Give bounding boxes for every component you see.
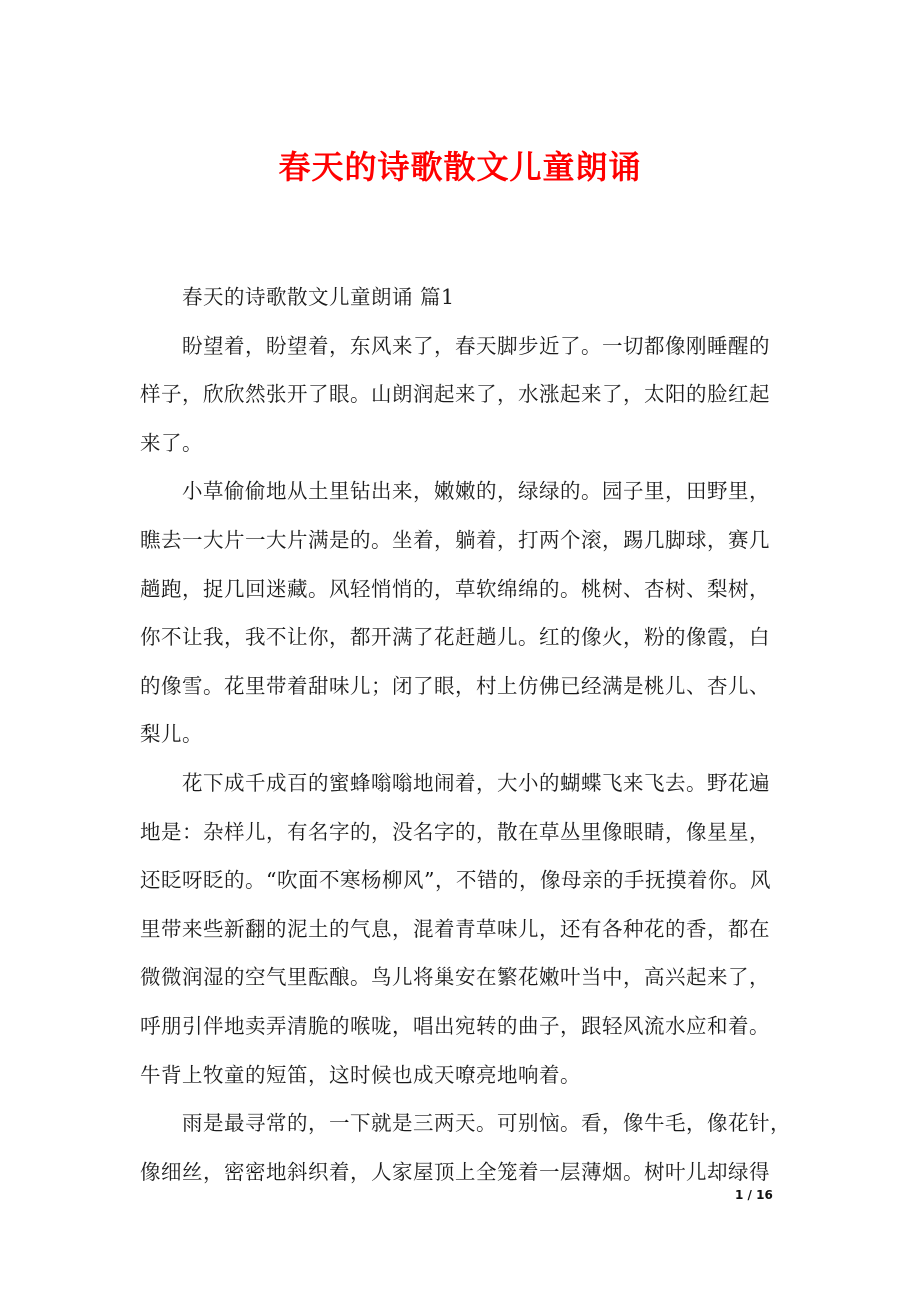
paragraph-line: 的像雪。花里带着甜味儿；闭了眼，村上仿佛已经满是桃儿、杏儿、 xyxy=(140,673,770,698)
paragraph-line: 呼朋引伴地卖弄清脆的喉咙，唱出宛转的曲子，跟轻风流水应和着。 xyxy=(140,1013,770,1038)
paragraph xyxy=(140,328,790,474)
paragraph-line: 来了。 xyxy=(140,430,203,455)
paragraph xyxy=(140,473,790,765)
paragraph xyxy=(140,1105,790,1202)
paragraph-line: 还眨呀眨的。“吹面不寒杨柳风”，不错的，像母亲的手抚摸着你。风 xyxy=(140,868,771,893)
document-body xyxy=(140,279,790,1202)
paragraph-line: 趟跑，捉几回迷藏。风轻悄悄的，草软绵绵的。桃树、杏树、梨树， xyxy=(140,576,770,601)
paragraph-line: 你不让我，我不让你，都开满了花赶趟儿。红的像火，粉的像霞，白 xyxy=(140,625,770,650)
paragraph-line: 里带来些新翻的泥土的气息，混着青草味儿，还有各种花的香，都在 xyxy=(140,916,770,941)
paragraph-line: 梨儿。 xyxy=(140,722,203,747)
paragraph-line: 雨是最寻常的，一下就是三两天。可别恼。看，像牛毛，像花针， xyxy=(182,1111,791,1136)
section-heading: 春天的诗歌散文儿童朗诵 篇1 xyxy=(182,285,455,309)
paragraph-line: 地是：杂样儿，有名字的，没名字的，散在草丛里像眼睛，像星星， xyxy=(140,819,770,844)
page-number-indicator: 1 / 16 xyxy=(735,1188,773,1202)
paragraph-line: 瞧去一大片一大片满是的。坐着，躺着，打两个滚，踢几脚球，赛几 xyxy=(140,527,770,552)
paragraph-line: 小草偷偷地从土里钻出来，嫩嫩的，绿绿的。园子里，田野里， xyxy=(182,479,770,504)
paragraph xyxy=(140,765,790,1105)
paragraph-line: 盼望着，盼望着，东风来了，春天脚步近了。一切都像刚睡醒的 xyxy=(182,333,770,358)
paragraph-line: 微微润湿的空气里酝酿。鸟儿将巢安在繁花嫩叶当中，高兴起来了， xyxy=(140,965,770,990)
paragraph-line: 花下成千成百的蜜蜂嗡嗡地闹着，大小的蝴蝶飞来飞去。野花遍 xyxy=(182,770,770,795)
paragraph-line: 样子，欣欣然张开了眼。山朗润起来了，水涨起来了，太阳的脸红起 xyxy=(140,382,770,407)
paragraph-line: 像细丝，密密地斜织着，人家屋顶上全笼着一层薄烟。树叶儿却绿得 xyxy=(140,1159,770,1184)
document-title: 春天的诗歌散文儿童朗诵 xyxy=(278,148,642,186)
paragraph-line: 牛背上牧童的短笛，这时候也成天嘹亮地响着。 xyxy=(140,1062,581,1087)
